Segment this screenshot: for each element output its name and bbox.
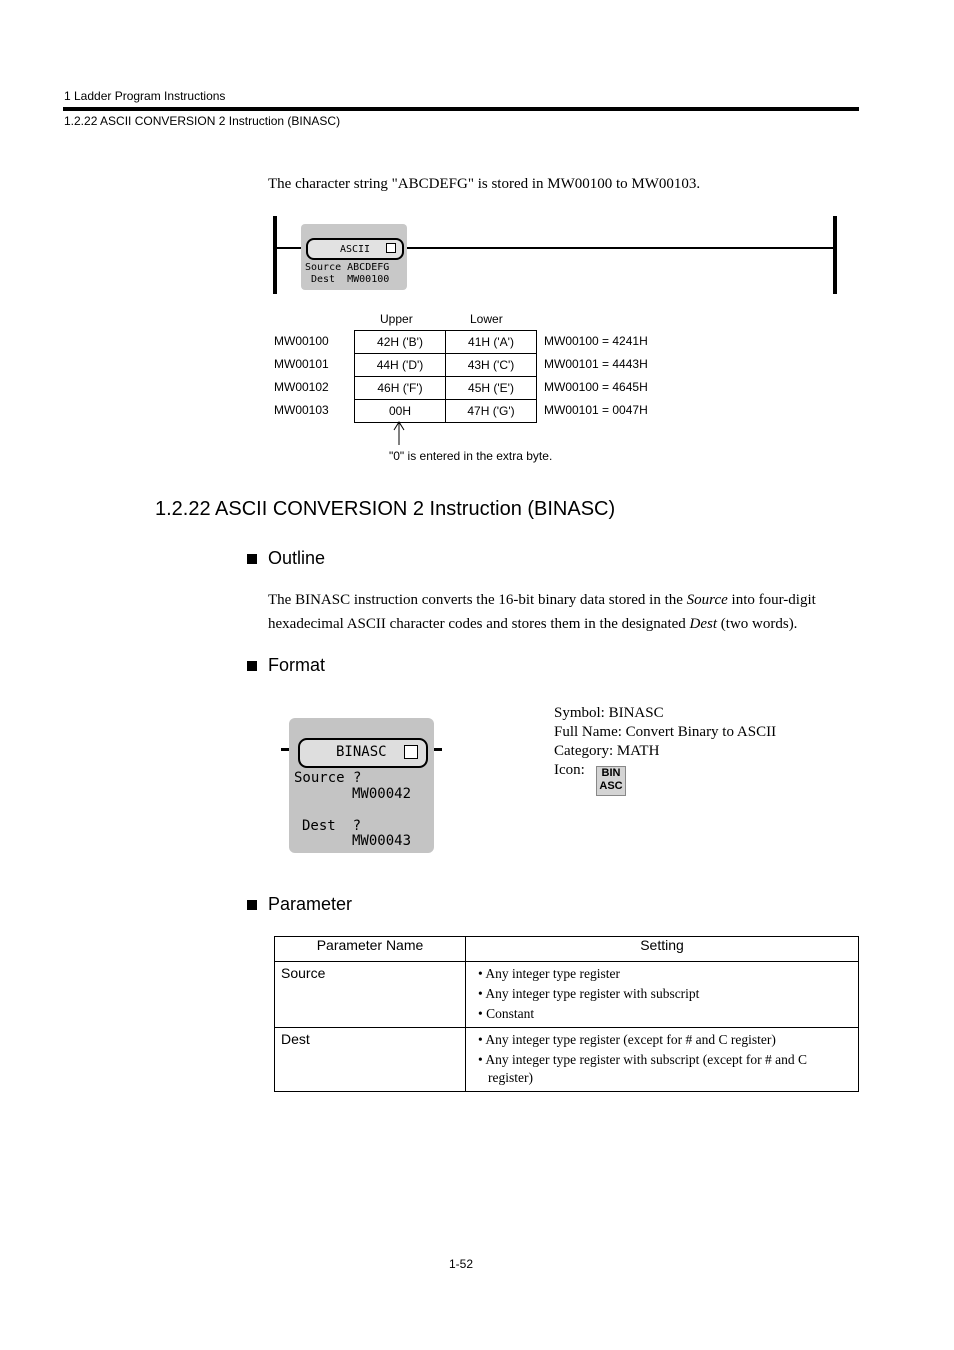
section-header: 1.2.22 ASCII CONVERSION 2 Instruction (BINASC) [64,114,341,128]
block-edit-icon [404,745,418,759]
right-power-rail [833,216,837,294]
extra-byte-note: "0" is entered in the extra byte. [389,449,553,463]
upper-byte-cell: 42H ('B') [355,331,446,354]
left-power-rail [273,216,277,294]
parameter-name-header: Parameter Name [275,937,466,962]
format-heading [247,655,325,676]
lower-header: Lower [470,312,503,326]
upper-header: Upper [380,312,413,326]
table-row [355,377,537,400]
icon-label: Icon: [554,762,585,778]
chapter-header: 1 Ladder Program Instructions [64,89,226,103]
outline-heading [247,548,325,569]
ascii-source-line: Source ABCDEFG [305,262,390,273]
full-name-line: Full Name: Convert Binary to ASCII [554,724,777,740]
parameter-name: Dest [275,1028,466,1092]
binasc-icon-bottom: ASC [599,780,623,792]
table-row [355,400,537,423]
outline-text: into four-digit hexadecimal ASCII character codes and stores them in the designated [268,592,816,632]
lower-byte-cell: 47H ('G') [446,400,537,423]
upper-byte-cell: 00H [355,400,446,423]
table-row [275,962,859,1028]
parameter-setting [466,1028,859,1092]
lower-byte-cell: 41H ('A') [446,331,537,354]
table-row [355,354,537,377]
upper-byte-cell: 44H ('D') [355,354,446,377]
register-label: MW00103 [274,403,329,417]
register-label: MW00100 [274,334,329,348]
parameter-setting [466,962,859,1028]
byte-table [354,330,537,423]
page-number: 1-52 [449,1257,474,1271]
register-label: MW00102 [274,380,329,394]
format-heading-text: Format [268,655,326,675]
binasc-dest-value: MW00043 [352,833,412,849]
binasc-dest-label: Dest ? [302,818,362,834]
square-bullet-icon [247,661,257,671]
category-line: Category: MATH [554,743,660,759]
intro-text: The character string "ABCDEFG" is stored in MW00100 to MW00103. [268,176,701,192]
parameter-name: Source [275,962,466,1028]
parameter-heading [247,894,352,915]
parameter-heading-text: Parameter [268,894,353,914]
ascii-dest-line: Dest MW00100 [311,274,390,285]
square-bullet-icon [247,554,257,564]
lower-byte-cell: 43H ('C') [446,354,537,377]
block-edit-icon [386,243,396,253]
result-value: MW00100 = 4645H [544,380,648,394]
setting-item: • Any integer type register [478,966,620,981]
source-term: Source [686,592,728,608]
upper-byte-cell: 46H ('F') [355,377,446,400]
outline-text: (two words). [717,616,798,632]
setting-header: Setting [466,937,859,962]
setting-item: • Any integer type register with subscript [478,986,700,1001]
arrow-up-icon [392,420,406,446]
dest-term: Dest [689,616,718,632]
section-title: 1.2.22 ASCII CONVERSION 2 Instruction (BINASC) [155,498,616,520]
symbol-info [554,704,776,780]
ascii-block-title-text: ASCII [339,243,371,255]
outline-paragraph [268,588,858,636]
table-header-row [275,937,859,962]
parameter-table [274,936,859,1092]
setting-item: • Any integer type register (except for # and C register) [478,1032,776,1047]
binasc-block-title: BINASC [336,744,387,760]
square-bullet-icon [247,900,257,910]
setting-item: • Constant [478,1006,535,1021]
outline-text: The BINASC instruction converts the 16-bit binary data stored in the [268,592,687,608]
outline-heading-text: Outline [268,548,326,568]
binasc-source-value: MW00042 [352,786,412,802]
binasc-icon [596,766,626,796]
header-rule [63,107,859,111]
result-value: MW00101 = 4443H [544,357,648,371]
result-value: MW00100 = 4241H [544,334,648,348]
table-row [355,331,537,354]
lower-byte-cell: 45H ('E') [446,377,537,400]
binasc-icon-top: BIN [601,767,621,779]
binasc-source-label: Source ? [294,770,362,786]
symbol-line: Symbol: BINASC [554,705,664,721]
table-row [275,1028,859,1092]
result-value: MW00101 = 0047H [544,403,648,417]
setting-item: • Any integer type register with subscript (except for # and C register) [478,1052,808,1085]
register-label: MW00101 [274,357,329,371]
